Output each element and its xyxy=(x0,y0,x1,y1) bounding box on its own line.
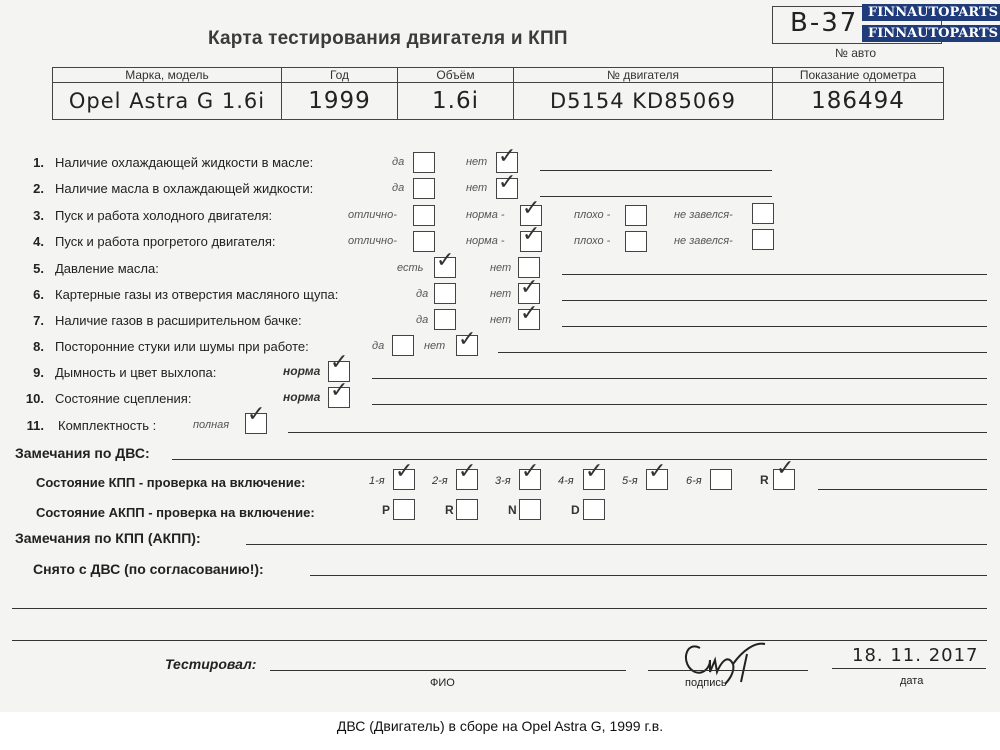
checkmark-icon: ✓ xyxy=(458,327,477,352)
removed-line-1 xyxy=(310,575,987,576)
date-value: 18. 11. 2017 xyxy=(852,645,979,666)
kpp-label: Состояние КПП - проверка на включение: xyxy=(36,475,306,490)
item-4-option-normal: норма - xyxy=(466,235,505,247)
item-3-label: Пуск и работа холодного двигателя: xyxy=(55,208,273,223)
cell-volume: 1.6i xyxy=(398,83,514,120)
item-8-option-no: нет xyxy=(424,340,446,352)
item-9-notes-line xyxy=(372,378,987,379)
vehicle-header-table xyxy=(52,67,944,120)
checkmark-icon: ✓ xyxy=(522,196,541,221)
item-10-notes-line xyxy=(372,404,987,405)
tested-by-label: Тестировал: xyxy=(165,656,257,672)
checkmark-icon: ✓ xyxy=(436,248,455,273)
removed-line-2 xyxy=(12,608,987,609)
kpp-gear-1-label: 1-я xyxy=(369,475,385,487)
item-10-option-normal: норма xyxy=(283,390,321,404)
akpp-r-label: R xyxy=(445,503,454,517)
item-8-checkbox-yes[interactable] xyxy=(392,335,414,356)
item-3-option-bad: плохо - xyxy=(574,209,611,221)
item-4-checkbox-no-start[interactable] xyxy=(752,229,774,250)
item-7-option-yes: да xyxy=(416,314,429,326)
checkmark-icon: ✓ xyxy=(330,350,349,375)
item-1-checkbox-yes[interactable] xyxy=(413,152,435,173)
form-title: Карта тестирования двигателя и КПП xyxy=(208,28,568,49)
item-4-option-bad: плохо - xyxy=(574,235,611,247)
col-year: Год xyxy=(282,68,398,83)
signature-line xyxy=(648,670,808,671)
cell-odometer: 186494 xyxy=(773,83,944,120)
date-label: дата xyxy=(900,675,924,687)
checkmark-icon: ✓ xyxy=(776,456,795,481)
item-5-number: 5. xyxy=(33,261,44,276)
checkmark-icon: ✓ xyxy=(458,459,477,484)
item-2-notes-line xyxy=(540,196,772,197)
item-11-option-full: полная xyxy=(193,419,230,431)
col-make-model: Марка, модель xyxy=(53,68,282,83)
cell-make-model: Opel Astra G 1.6i xyxy=(53,83,282,120)
item-9-option-normal: норма xyxy=(283,364,321,378)
kpp-gear-r-label: R xyxy=(760,473,769,487)
photo-caption: ДВС (Двигатель) в сборе на Opel Astra G, 1999 г.в. xyxy=(336,718,664,734)
item-4-checkbox-bad[interactable] xyxy=(625,231,647,252)
kpp-gear-6-label: 6-я xyxy=(686,475,702,487)
removed-line-3 xyxy=(12,640,987,641)
auto-number-value: B-37 xyxy=(790,8,859,38)
watermark-line-2: FINNAUTOPARTS xyxy=(862,25,1000,42)
item-2-label: Наличие масла в охлаждающей жидкости: xyxy=(55,181,314,196)
item-7-option-no: нет xyxy=(490,314,512,326)
checkmark-icon: ✓ xyxy=(521,459,540,484)
item-3-number: 3. xyxy=(33,208,44,223)
item-3-checkbox-excellent[interactable] xyxy=(413,205,435,226)
checkmark-icon: ✓ xyxy=(648,459,667,484)
item-1-notes-line xyxy=(540,170,772,171)
item-2-checkbox-yes[interactable] xyxy=(413,178,435,199)
akpp-p-checkbox[interactable] xyxy=(393,499,415,520)
item-3-option-excellent: отлично- xyxy=(348,209,397,221)
akpp-r-checkbox[interactable] xyxy=(456,499,478,520)
item-6-checkbox-yes[interactable] xyxy=(434,283,456,304)
remarks-kpp-line xyxy=(246,544,987,545)
item-3-option-no-start: не завелся- xyxy=(674,209,733,221)
checkmark-icon: ✓ xyxy=(498,144,517,169)
item-5-option-no: нет xyxy=(490,262,512,274)
item-4-checkbox-excellent[interactable] xyxy=(413,231,435,252)
checkmark-icon: ✓ xyxy=(330,378,349,403)
checkmark-icon: ✓ xyxy=(520,301,539,326)
item-11-label: Комплектность : xyxy=(58,418,157,433)
auto-number-label: № авто xyxy=(835,46,877,60)
item-10-number: 10. xyxy=(25,391,44,406)
checkmark-icon: ✓ xyxy=(520,275,539,300)
kpp-gear-2-label: 2-я xyxy=(432,475,448,487)
item-4-number: 4. xyxy=(33,234,44,249)
item-1-option-yes: да xyxy=(392,156,405,168)
item-4-label: Пуск и работа прогретого двигателя: xyxy=(55,234,276,249)
removed-label: Снято с ДВС (по согласованию!): xyxy=(33,561,264,577)
item-6-option-yes: да xyxy=(416,288,429,300)
remarks-engine-label: Замечания по ДВС: xyxy=(15,445,150,461)
item-10-label: Состояние сцепления: xyxy=(55,391,192,406)
date-line xyxy=(832,668,986,669)
akpp-p-label: P xyxy=(382,503,391,517)
item-7-checkbox-yes[interactable] xyxy=(434,309,456,330)
remarks-engine-line xyxy=(172,459,987,460)
akpp-label: Состояние АКПП - проверка на включение: xyxy=(36,505,315,520)
col-volume: Объём xyxy=(398,68,514,83)
item-2-number: 2. xyxy=(33,181,44,196)
cell-year: 1999 xyxy=(282,83,398,120)
col-odometer: Показание одометра xyxy=(773,68,944,83)
akpp-d-checkbox[interactable] xyxy=(583,499,605,520)
signature-label: подпись xyxy=(685,677,727,689)
kpp-gear-4-label: 4-я xyxy=(558,475,574,487)
kpp-gear-6-checkbox[interactable] xyxy=(710,469,732,490)
checkmark-icon: ✓ xyxy=(498,170,517,195)
item-9-number: 9. xyxy=(33,365,44,380)
item-7-notes-line xyxy=(562,326,987,327)
kpp-gear-3-label: 3-я xyxy=(495,475,511,487)
kpp-notes-line xyxy=(818,489,987,490)
item-2-option-no: нет xyxy=(466,182,488,194)
item-4-option-no-start: не завелся- xyxy=(674,235,733,247)
item-8-notes-line xyxy=(498,352,987,353)
item-5-label: Давление масла: xyxy=(55,261,159,276)
item-1-label: Наличие охлаждающей жидкости в масле: xyxy=(55,155,314,170)
checkmark-icon: ✓ xyxy=(585,459,604,484)
item-6-number: 6. xyxy=(33,287,44,302)
item-3-checkbox-no-start[interactable] xyxy=(752,203,774,224)
item-2-option-yes: да xyxy=(392,182,405,194)
item-3-checkbox-bad[interactable] xyxy=(625,205,647,226)
cell-engine-number: D5154 KD85069 xyxy=(514,83,773,120)
item-6-notes-line xyxy=(562,300,987,301)
akpp-n-label: N xyxy=(508,503,517,517)
col-engine-number: № двигателя xyxy=(514,68,773,83)
item-7-label: Наличие газов в расширительном бачке: xyxy=(55,313,302,328)
watermark-line-1: FINNAUTOPARTS xyxy=(862,4,1000,21)
item-7-number: 7. xyxy=(33,313,44,328)
item-4-option-excellent: отлично- xyxy=(348,235,397,247)
item-8-label: Посторонние стуки или шумы при работе: xyxy=(55,339,309,354)
item-6-option-no: нет xyxy=(490,288,512,300)
item-5-option-yes: есть xyxy=(397,262,424,274)
checkmark-icon: ✓ xyxy=(395,459,414,484)
item-11-number: 11. xyxy=(26,418,44,433)
item-5-notes-line xyxy=(562,274,987,275)
kpp-gear-5-label: 5-я xyxy=(622,475,638,487)
akpp-n-checkbox[interactable] xyxy=(519,499,541,520)
remarks-kpp-label: Замечания по КПП (АКПП): xyxy=(15,530,201,546)
checkmark-icon: ✓ xyxy=(522,222,541,247)
fio-label: ФИО xyxy=(430,677,455,689)
item-11-notes-line xyxy=(288,432,987,433)
item-9-label: Дымность и цвет выхлопа: xyxy=(55,365,217,380)
item-8-option-yes: да xyxy=(372,340,385,352)
fio-line xyxy=(270,670,626,671)
akpp-d-label: D xyxy=(571,503,580,517)
item-3-option-normal: норма - xyxy=(466,209,505,221)
item-1-number: 1. xyxy=(33,155,44,170)
item-6-label: Картерные газы из отверстия масляного щупа: xyxy=(55,287,339,302)
item-8-number: 8. xyxy=(33,339,44,354)
checkmark-icon: ✓ xyxy=(247,402,266,427)
item-1-option-no: нет xyxy=(466,156,488,168)
